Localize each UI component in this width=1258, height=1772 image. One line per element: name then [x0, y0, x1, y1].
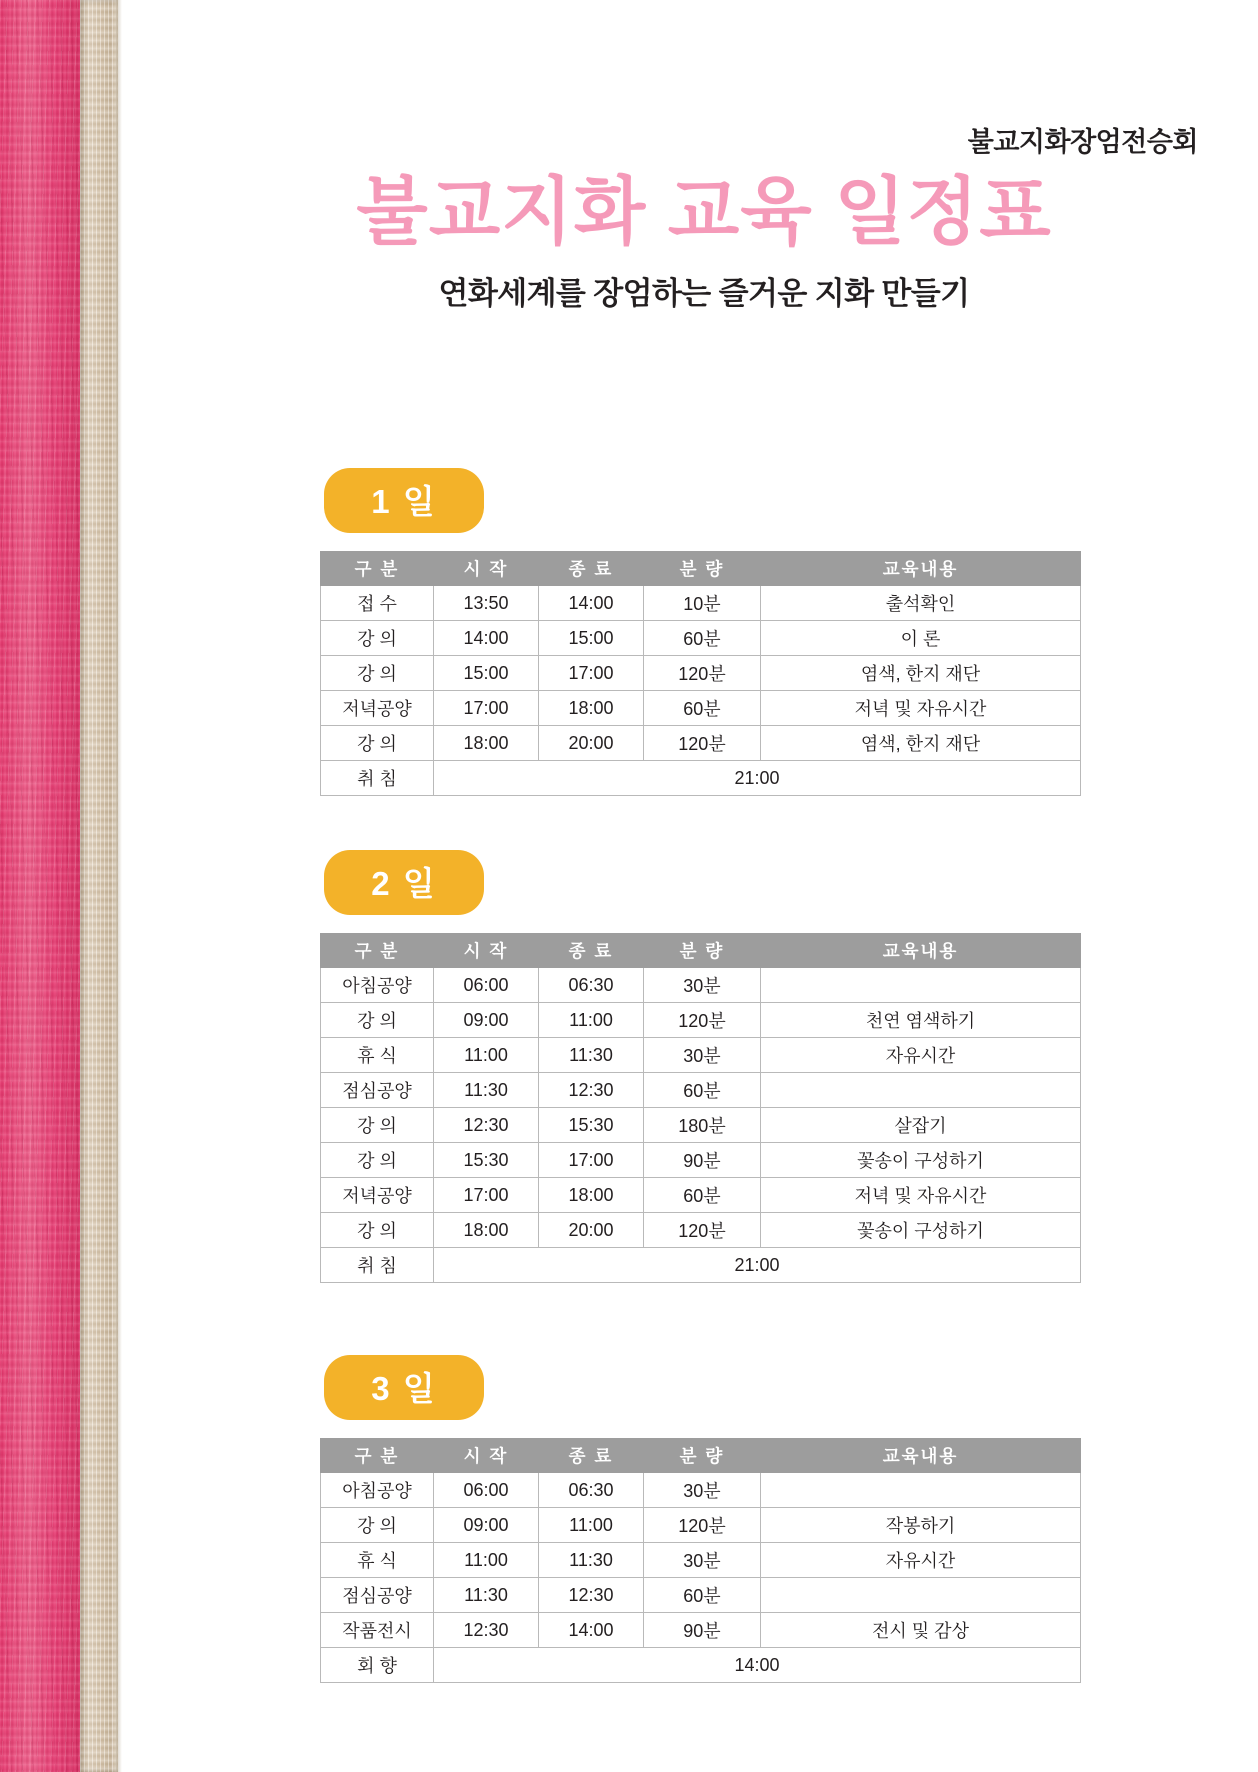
- cell-start: 12:30: [434, 1613, 539, 1648]
- cell-division: 점심공양: [321, 1578, 434, 1613]
- day-section-2: [320, 850, 1080, 1283]
- table-row: [321, 656, 1081, 691]
- table-row: [321, 1508, 1081, 1543]
- column-header-duration: 분 량: [644, 934, 761, 968]
- day-section-3: [320, 1355, 1080, 1683]
- cell-end: 15:00: [539, 621, 644, 656]
- cell-duration: 90분: [644, 1143, 761, 1178]
- table-row: [321, 1213, 1081, 1248]
- column-header-content: 교육내용: [761, 552, 1081, 586]
- cell-start: 11:30: [434, 1073, 539, 1108]
- cell-division: 아침공양: [321, 1473, 434, 1508]
- column-header-end: 종 료: [539, 934, 644, 968]
- table-header-row: [321, 934, 1081, 968]
- paper-edge-shadow: [116, 0, 122, 1772]
- column-header-end: 종 료: [539, 552, 644, 586]
- table-row: [321, 691, 1081, 726]
- cell-division: 강 의: [321, 726, 434, 761]
- day-badge-2: 2 일: [324, 850, 484, 915]
- cell-content: 저녁 및 자유시간: [761, 1178, 1081, 1213]
- cell-division: 점심공양: [321, 1073, 434, 1108]
- cell-end: 06:30: [539, 1473, 644, 1508]
- cell-end: 20:00: [539, 1213, 644, 1248]
- cell-content: 염색, 한지 재단: [761, 656, 1081, 691]
- cell-final-label: 취 침: [321, 1248, 434, 1283]
- cell-content: [761, 1578, 1081, 1613]
- cell-content: [761, 968, 1081, 1003]
- cell-division: 강 의: [321, 621, 434, 656]
- cell-duration: 90분: [644, 1613, 761, 1648]
- column-header-end: 종 료: [539, 1439, 644, 1473]
- table-row-final: [321, 1648, 1081, 1683]
- table-row: [321, 1143, 1081, 1178]
- cell-end: 14:00: [539, 586, 644, 621]
- cell-start: 17:00: [434, 691, 539, 726]
- cell-content: 자유시간: [761, 1038, 1081, 1073]
- table-row: [321, 726, 1081, 761]
- cell-division: 강 의: [321, 1213, 434, 1248]
- cell-start: 11:00: [434, 1038, 539, 1073]
- table-row: [321, 1578, 1081, 1613]
- table-row: [321, 1473, 1081, 1508]
- cell-start: 06:00: [434, 1473, 539, 1508]
- column-header-start: 시 작: [434, 1439, 539, 1473]
- table-row: [321, 621, 1081, 656]
- cell-start: 14:00: [434, 621, 539, 656]
- cell-content: 출석확인: [761, 586, 1081, 621]
- table-row: [321, 1038, 1081, 1073]
- column-header-content: 교육내용: [761, 934, 1081, 968]
- cell-content: 꽃송이 구성하기: [761, 1143, 1081, 1178]
- cell-final-label: 회 향: [321, 1648, 434, 1683]
- schedule-table-day-1: [320, 551, 1081, 796]
- cell-duration: 120분: [644, 1213, 761, 1248]
- cell-duration: 180분: [644, 1108, 761, 1143]
- cell-division: 강 의: [321, 1143, 434, 1178]
- cell-duration: 60분: [644, 621, 761, 656]
- cell-division: 아침공양: [321, 968, 434, 1003]
- cell-start: 15:30: [434, 1143, 539, 1178]
- cell-duration: 30분: [644, 1543, 761, 1578]
- column-header-start: 시 작: [434, 934, 539, 968]
- cell-start: 13:50: [434, 586, 539, 621]
- cell-end: 15:30: [539, 1108, 644, 1143]
- page-subtitle: 연화세계를 장엄하는 즐거운 지화 만들기: [438, 275, 970, 311]
- cell-end: 11:00: [539, 1003, 644, 1038]
- cell-content: 살잡기: [761, 1108, 1081, 1143]
- cell-content: 자유시간: [761, 1543, 1081, 1578]
- table-row-final: [321, 1248, 1081, 1283]
- cell-division: 휴 식: [321, 1038, 434, 1073]
- cell-end: 11:30: [539, 1038, 644, 1073]
- cell-final-label: 취 침: [321, 761, 434, 796]
- table-row: [321, 968, 1081, 1003]
- page-title: 불교지화 교육 일정표: [356, 170, 1052, 253]
- cell-duration: 120분: [644, 726, 761, 761]
- table-row: [321, 1178, 1081, 1213]
- cell-end: 14:00: [539, 1613, 644, 1648]
- cell-start: 18:00: [434, 726, 539, 761]
- cell-start: 12:30: [434, 1108, 539, 1143]
- cell-start: 11:00: [434, 1543, 539, 1578]
- schedule-table-day-3: [320, 1438, 1081, 1683]
- cell-end: 18:00: [539, 1178, 644, 1213]
- table-row: [321, 1073, 1081, 1108]
- cell-start: 11:30: [434, 1578, 539, 1613]
- cell-duration: 60분: [644, 691, 761, 726]
- cell-division: 휴 식: [321, 1543, 434, 1578]
- cell-duration: 30분: [644, 1038, 761, 1073]
- cell-content: 염색, 한지 재단: [761, 726, 1081, 761]
- cell-content: 작봉하기: [761, 1508, 1081, 1543]
- cell-duration: 60분: [644, 1178, 761, 1213]
- table-row: [321, 1613, 1081, 1648]
- schedule-table-day-2: [320, 933, 1081, 1283]
- cell-start: 15:00: [434, 656, 539, 691]
- table-row: [321, 586, 1081, 621]
- table-row: [321, 1543, 1081, 1578]
- cell-end: 12:30: [539, 1578, 644, 1613]
- column-header-content: 교육내용: [761, 1439, 1081, 1473]
- cell-duration: 60분: [644, 1073, 761, 1108]
- cell-end: 17:00: [539, 1143, 644, 1178]
- table-row: [321, 1108, 1081, 1143]
- organization-name: 불교지화장엄전승회: [967, 127, 1198, 157]
- cell-duration: 30분: [644, 1473, 761, 1508]
- column-header-division: 구 분: [321, 1439, 434, 1473]
- cell-start: 17:00: [434, 1178, 539, 1213]
- decorative-paper-strip: [0, 0, 108, 1772]
- cell-division: 강 의: [321, 1003, 434, 1038]
- cell-end: 17:00: [539, 656, 644, 691]
- cell-content: [761, 1073, 1081, 1108]
- cell-final-value: 21:00: [434, 761, 1081, 796]
- table-header-row: [321, 552, 1081, 586]
- cell-duration: 120분: [644, 1508, 761, 1543]
- cell-end: 20:00: [539, 726, 644, 761]
- cell-content: 전시 및 감상: [761, 1613, 1081, 1648]
- table-row: [321, 1003, 1081, 1038]
- cell-division: 강 의: [321, 656, 434, 691]
- column-header-start: 시 작: [434, 552, 539, 586]
- cell-division: 강 의: [321, 1508, 434, 1543]
- cell-start: 06:00: [434, 968, 539, 1003]
- cell-end: 12:30: [539, 1073, 644, 1108]
- cell-end: 11:30: [539, 1543, 644, 1578]
- cell-content: [761, 1473, 1081, 1508]
- cell-duration: 10분: [644, 586, 761, 621]
- pink-paper-texture: [0, 0, 84, 1772]
- cell-duration: 120분: [644, 656, 761, 691]
- table-header-row: [321, 1439, 1081, 1473]
- table-row-final: [321, 761, 1081, 796]
- day-badge-3: 3 일: [324, 1355, 484, 1420]
- cell-end: 11:00: [539, 1508, 644, 1543]
- cell-content: 이 론: [761, 621, 1081, 656]
- cell-division: 접 수: [321, 586, 434, 621]
- cell-end: 18:00: [539, 691, 644, 726]
- cell-final-value: 14:00: [434, 1648, 1081, 1683]
- cell-final-value: 21:00: [434, 1248, 1081, 1283]
- column-header-duration: 분 량: [644, 552, 761, 586]
- cell-division: 작품전시: [321, 1613, 434, 1648]
- cell-end: 06:30: [539, 968, 644, 1003]
- cell-duration: 30분: [644, 968, 761, 1003]
- cell-start: 09:00: [434, 1003, 539, 1038]
- document-header: [140, 120, 1198, 313]
- column-header-division: 구 분: [321, 934, 434, 968]
- column-header-duration: 분 량: [644, 1439, 761, 1473]
- day-badge-1: 1 일: [324, 468, 484, 533]
- cell-duration: 120분: [644, 1003, 761, 1038]
- cell-division: 저녁공양: [321, 1178, 434, 1213]
- cell-start: 18:00: [434, 1213, 539, 1248]
- cell-content: 천연 염색하기: [761, 1003, 1081, 1038]
- cell-content: 저녁 및 자유시간: [761, 691, 1081, 726]
- cell-division: 강 의: [321, 1108, 434, 1143]
- cell-duration: 60분: [644, 1578, 761, 1613]
- beige-paper-texture: [80, 0, 118, 1772]
- day-section-1: [320, 468, 1080, 796]
- cell-division: 저녁공양: [321, 691, 434, 726]
- cell-content: 꽃송이 구성하기: [761, 1213, 1081, 1248]
- cell-start: 09:00: [434, 1508, 539, 1543]
- column-header-division: 구 분: [321, 552, 434, 586]
